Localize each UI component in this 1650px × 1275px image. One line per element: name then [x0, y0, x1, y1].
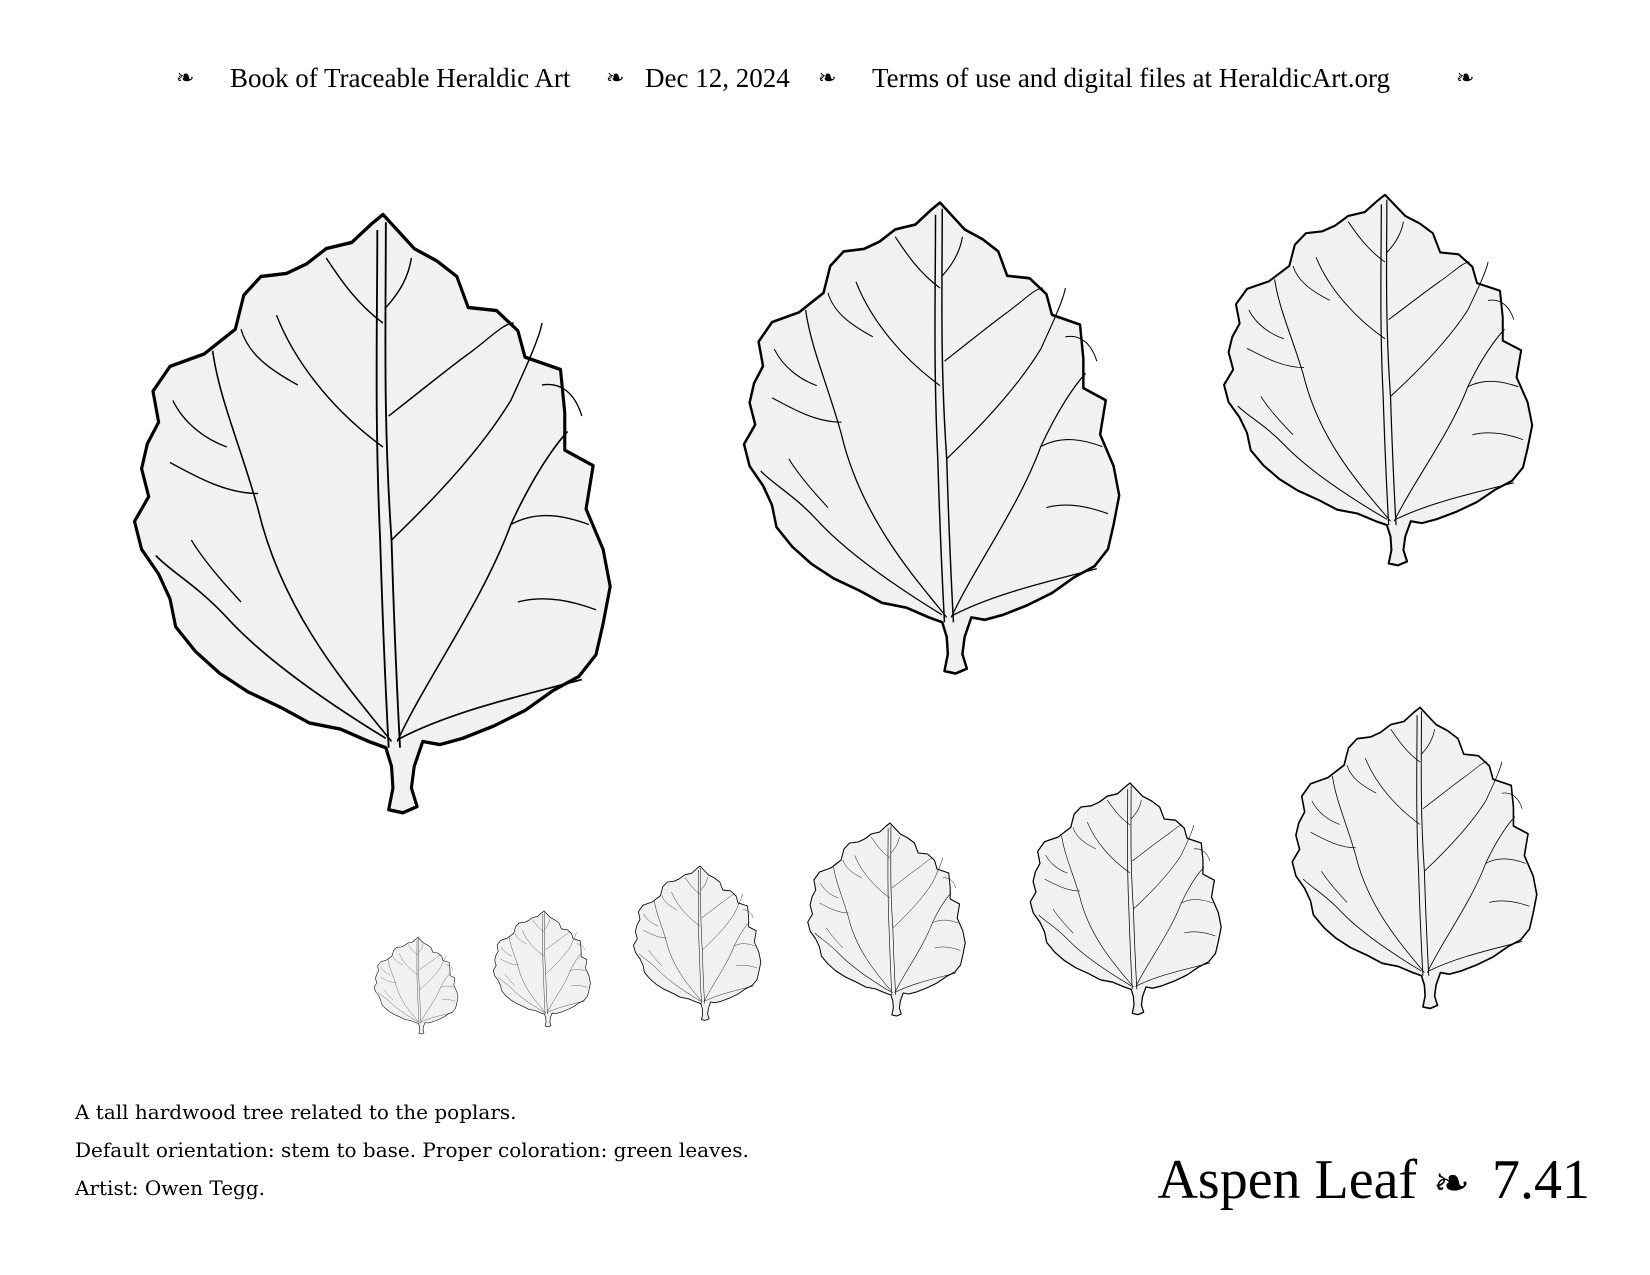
title-ornament: ❧ — [1433, 1159, 1470, 1208]
header-ornament-2: ❧ — [606, 65, 625, 90]
leaf-large — [134, 215, 610, 813]
header-date: Dec 12, 2024 — [645, 63, 790, 93]
description-line-1: A tall hardwood tree related to the poplars. — [75, 1100, 517, 1124]
plate-title — [1157, 1148, 1590, 1216]
leaf-medium-small — [1292, 707, 1537, 1008]
leaf-small-4 — [808, 823, 965, 1016]
description-line-2: Default orientation: stem to base. Proper coloration: green leaves. — [75, 1138, 749, 1162]
plate-number: 7.41 — [1492, 1149, 1590, 1211]
leaf-small-2 — [493, 911, 590, 1027]
plate-name: Aspen Leaf — [1157, 1149, 1418, 1211]
leaf-small-1 — [374, 938, 458, 1035]
book-title: Book of Traceable Heraldic Art — [230, 63, 571, 93]
leaf-small-3 — [634, 866, 761, 1020]
header-ornament-4: ❧ — [1456, 65, 1475, 90]
leaf-medium — [1224, 195, 1532, 566]
description-line-3: Artist: Owen Tegg. — [75, 1176, 266, 1200]
header-ornament-3: ❧ — [818, 65, 837, 90]
header-ornament-1: ❧ — [176, 65, 195, 90]
header-terms: Terms of use and digital files at HeraldicArt.org — [872, 63, 1390, 93]
leaf-medium-large — [744, 203, 1119, 674]
leaf-small-5 — [1030, 783, 1221, 1015]
